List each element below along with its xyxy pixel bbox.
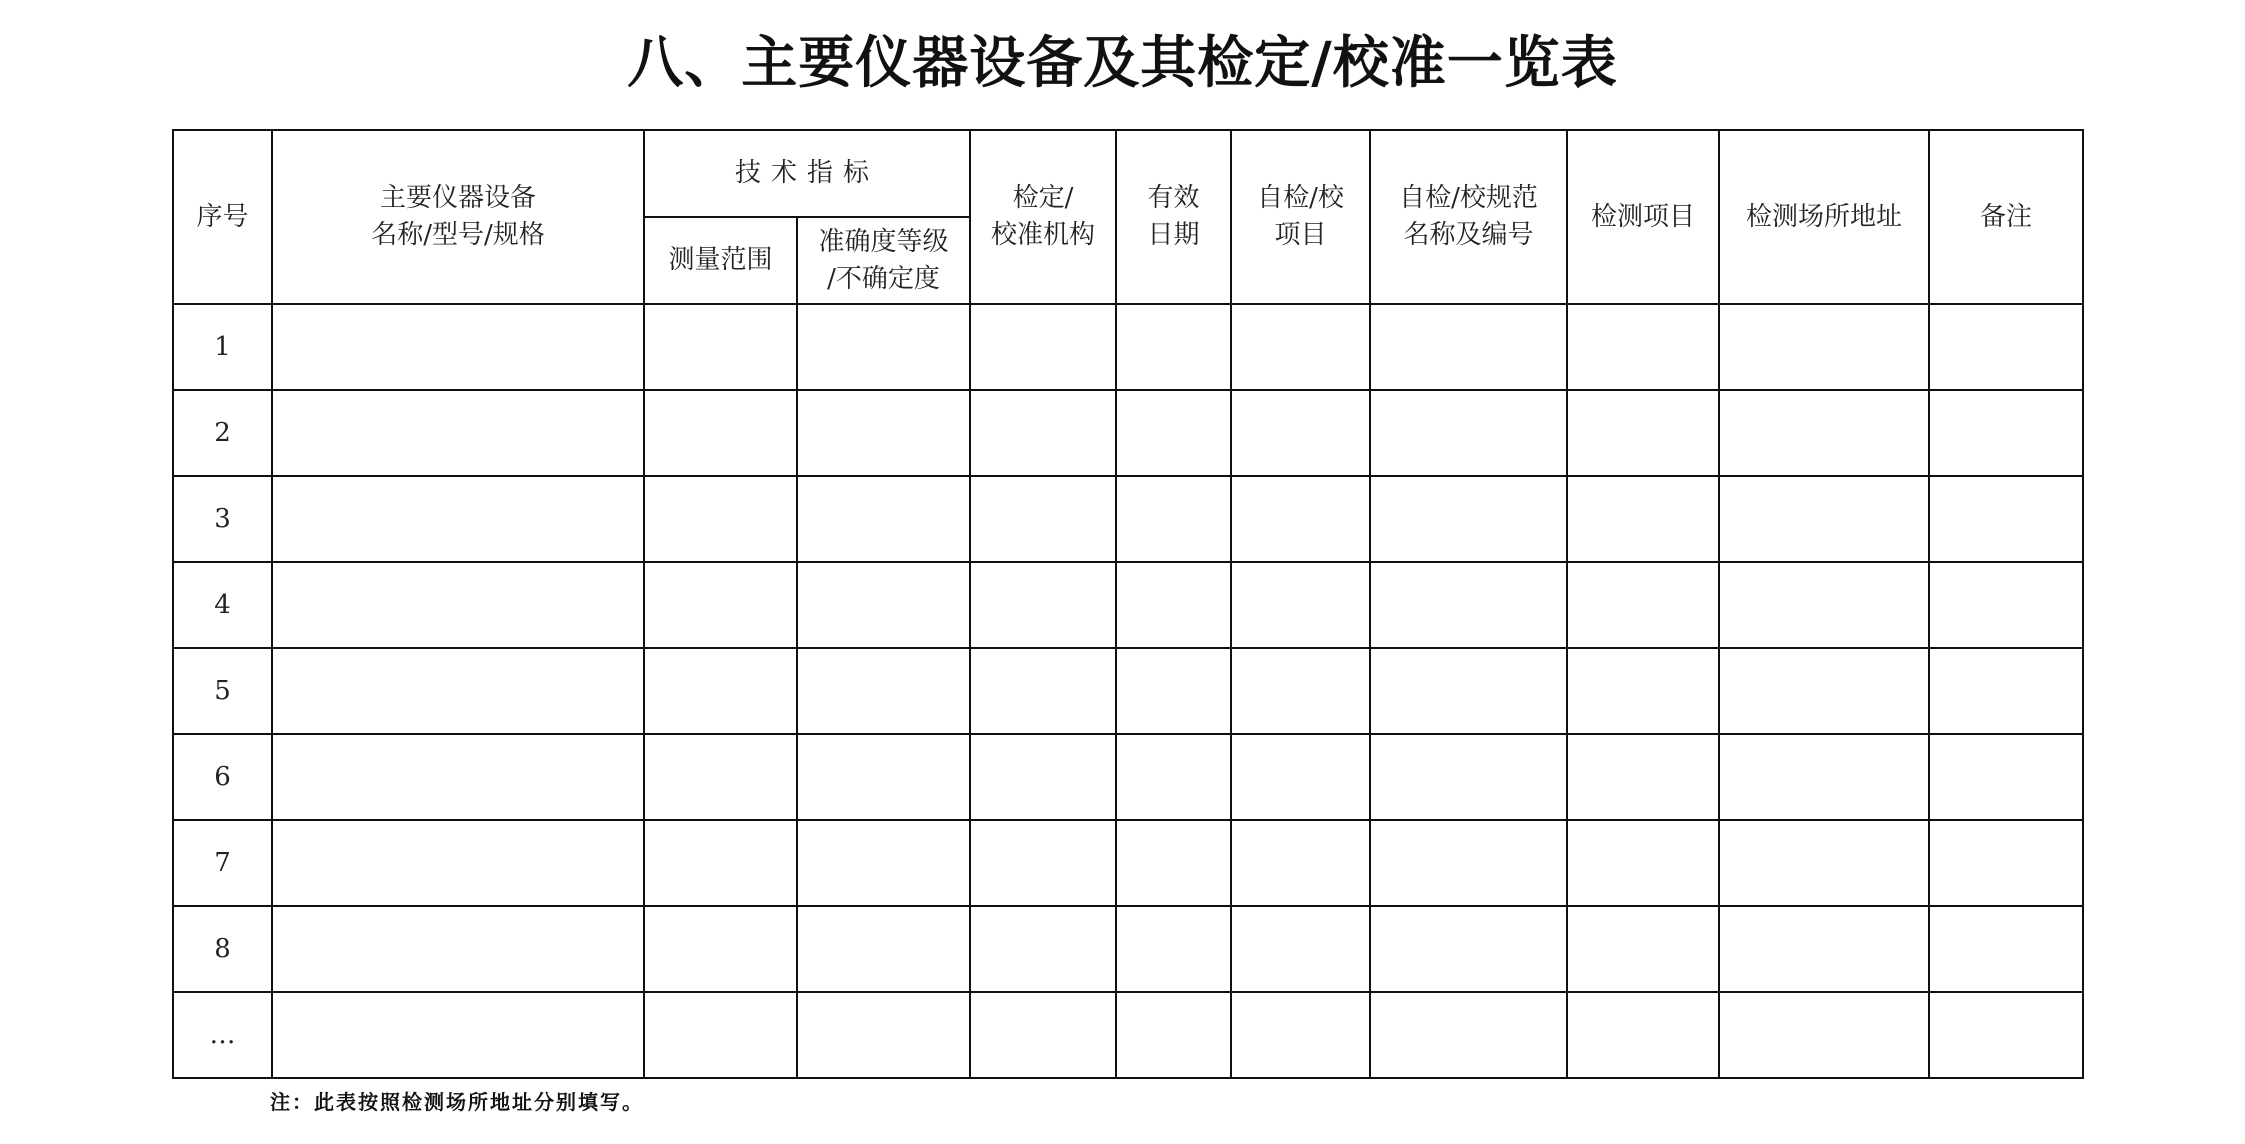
row-number-cell: 2 (173, 390, 272, 476)
empty-cell[interactable] (1929, 906, 2083, 992)
empty-cell[interactable] (1370, 820, 1567, 906)
table-row (173, 390, 2083, 476)
empty-cell[interactable] (1231, 906, 1370, 992)
empty-cell[interactable] (1719, 648, 1929, 734)
table-row (173, 734, 2083, 820)
header-validity-date: 有效 日期 (1116, 130, 1231, 304)
header-row-1 (173, 130, 2083, 217)
empty-cell[interactable] (1719, 734, 1929, 820)
empty-cell[interactable] (1719, 906, 1929, 992)
empty-cell[interactable] (644, 992, 797, 1078)
empty-cell[interactable] (1929, 304, 2083, 390)
empty-cell[interactable] (1929, 562, 2083, 648)
empty-cell[interactable] (644, 648, 797, 734)
empty-cell[interactable] (970, 820, 1116, 906)
empty-cell[interactable] (1929, 390, 2083, 476)
header-tech-indicators: 技术指标 (644, 130, 970, 217)
empty-cell[interactable] (1929, 820, 2083, 906)
empty-cell[interactable] (797, 304, 970, 390)
empty-cell[interactable] (644, 562, 797, 648)
empty-cell[interactable] (1567, 648, 1719, 734)
empty-cell[interactable] (644, 304, 797, 390)
empty-cell[interactable] (970, 476, 1116, 562)
empty-cell[interactable] (1116, 992, 1231, 1078)
empty-cell[interactable] (970, 648, 1116, 734)
footnote: 注：此表按照检测场所地址分别填写。 (270, 1090, 644, 1114)
empty-cell[interactable] (1567, 304, 1719, 390)
empty-cell[interactable] (1116, 820, 1231, 906)
empty-cell[interactable] (797, 562, 970, 648)
empty-cell[interactable] (1370, 648, 1567, 734)
header-accuracy: 准确度等级 /不确定度 (797, 217, 970, 304)
empty-cell[interactable] (1929, 992, 2083, 1078)
empty-cell[interactable] (1567, 562, 1719, 648)
empty-cell[interactable] (1929, 476, 2083, 562)
empty-cell[interactable] (1116, 562, 1231, 648)
empty-cell[interactable] (1231, 734, 1370, 820)
empty-cell[interactable] (797, 906, 970, 992)
empty-cell[interactable] (797, 476, 970, 562)
empty-cell[interactable] (1116, 390, 1231, 476)
empty-cell[interactable] (1370, 476, 1567, 562)
empty-cell[interactable] (1116, 476, 1231, 562)
empty-cell[interactable] (1231, 390, 1370, 476)
header-remarks: 备注 (1929, 130, 2083, 304)
table-row (173, 820, 2083, 906)
empty-cell[interactable] (1719, 390, 1929, 476)
empty-cell[interactable] (1370, 562, 1567, 648)
empty-cell[interactable] (1567, 820, 1719, 906)
header-calibration-org: 检定/ 校准机构 (970, 130, 1116, 304)
row-number-cell: 1 (173, 304, 272, 390)
header-test-site: 检测场所地址 (1719, 130, 1929, 304)
empty-cell[interactable] (1719, 562, 1929, 648)
empty-cell[interactable] (970, 734, 1116, 820)
empty-cell[interactable] (970, 390, 1116, 476)
empty-cell[interactable] (272, 820, 644, 906)
empty-cell[interactable] (1929, 648, 2083, 734)
empty-cell[interactable] (1370, 906, 1567, 992)
empty-cell[interactable] (272, 992, 644, 1078)
empty-cell[interactable] (797, 734, 970, 820)
empty-cell[interactable] (1370, 734, 1567, 820)
empty-cell[interactable] (272, 390, 644, 476)
empty-cell[interactable] (272, 734, 644, 820)
table-row (173, 992, 2083, 1078)
empty-cell[interactable] (644, 390, 797, 476)
row-number-cell: 7 (173, 820, 272, 906)
row-number-cell: 4 (173, 562, 272, 648)
empty-cell[interactable] (1231, 562, 1370, 648)
empty-cell[interactable] (1231, 304, 1370, 390)
header-test-items: 检测项目 (1567, 130, 1719, 304)
empty-cell[interactable] (970, 304, 1116, 390)
empty-cell[interactable] (1231, 648, 1370, 734)
empty-cell[interactable] (1929, 734, 2083, 820)
row-number-cell: 5 (173, 648, 272, 734)
empty-cell[interactable] (1719, 992, 1929, 1078)
empty-cell[interactable] (1370, 390, 1567, 476)
row-number-cell: … (173, 992, 272, 1078)
header-measure-range: 测量范围 (644, 217, 797, 304)
empty-cell[interactable] (1567, 476, 1719, 562)
empty-cell[interactable] (970, 906, 1116, 992)
empty-cell[interactable] (272, 562, 644, 648)
empty-cell[interactable] (1719, 304, 1929, 390)
header-self-check-spec: 自检/校规范 名称及编号 (1370, 130, 1567, 304)
empty-cell[interactable] (644, 734, 797, 820)
page-title: 八、主要仪器设备及其检定/校准一览表 (627, 31, 1618, 96)
empty-cell[interactable] (1116, 648, 1231, 734)
table-row (173, 648, 2083, 734)
empty-cell[interactable] (1567, 734, 1719, 820)
empty-cell[interactable] (1719, 476, 1929, 562)
empty-cell[interactable] (272, 304, 644, 390)
equipment-table (172, 129, 2084, 1079)
empty-cell[interactable] (970, 562, 1116, 648)
row-number-cell: 8 (173, 906, 272, 992)
empty-cell[interactable] (644, 476, 797, 562)
empty-cell[interactable] (272, 476, 644, 562)
empty-cell[interactable] (1231, 992, 1370, 1078)
empty-cell[interactable] (272, 648, 644, 734)
row-number-cell: 6 (173, 734, 272, 820)
empty-cell[interactable] (797, 648, 970, 734)
empty-cell[interactable] (1567, 992, 1719, 1078)
empty-cell[interactable] (1116, 734, 1231, 820)
empty-cell[interactable] (1231, 820, 1370, 906)
empty-cell[interactable] (797, 820, 970, 906)
table-row (173, 906, 2083, 992)
empty-cell[interactable] (272, 906, 644, 992)
table-row (173, 562, 2083, 648)
empty-cell[interactable] (1567, 390, 1719, 476)
row-number-cell: 3 (173, 476, 272, 562)
empty-cell[interactable] (1370, 992, 1567, 1078)
empty-cell[interactable] (1567, 906, 1719, 992)
header-seq: 序号 (173, 130, 272, 304)
empty-cell[interactable] (1231, 476, 1370, 562)
header-equipment: 主要仪器设备 名称/型号/规格 (272, 130, 644, 304)
empty-cell[interactable] (1370, 304, 1567, 390)
empty-cell[interactable] (1116, 304, 1231, 390)
empty-cell[interactable] (644, 820, 797, 906)
table-body (173, 304, 2083, 1078)
empty-cell[interactable] (797, 992, 970, 1078)
table-row (173, 304, 2083, 390)
empty-cell[interactable] (797, 390, 970, 476)
empty-cell[interactable] (644, 906, 797, 992)
empty-cell[interactable] (1116, 906, 1231, 992)
empty-cell[interactable] (1719, 820, 1929, 906)
header-self-check-items: 自检/校 项目 (1231, 130, 1370, 304)
empty-cell[interactable] (970, 992, 1116, 1078)
table-row (173, 476, 2083, 562)
